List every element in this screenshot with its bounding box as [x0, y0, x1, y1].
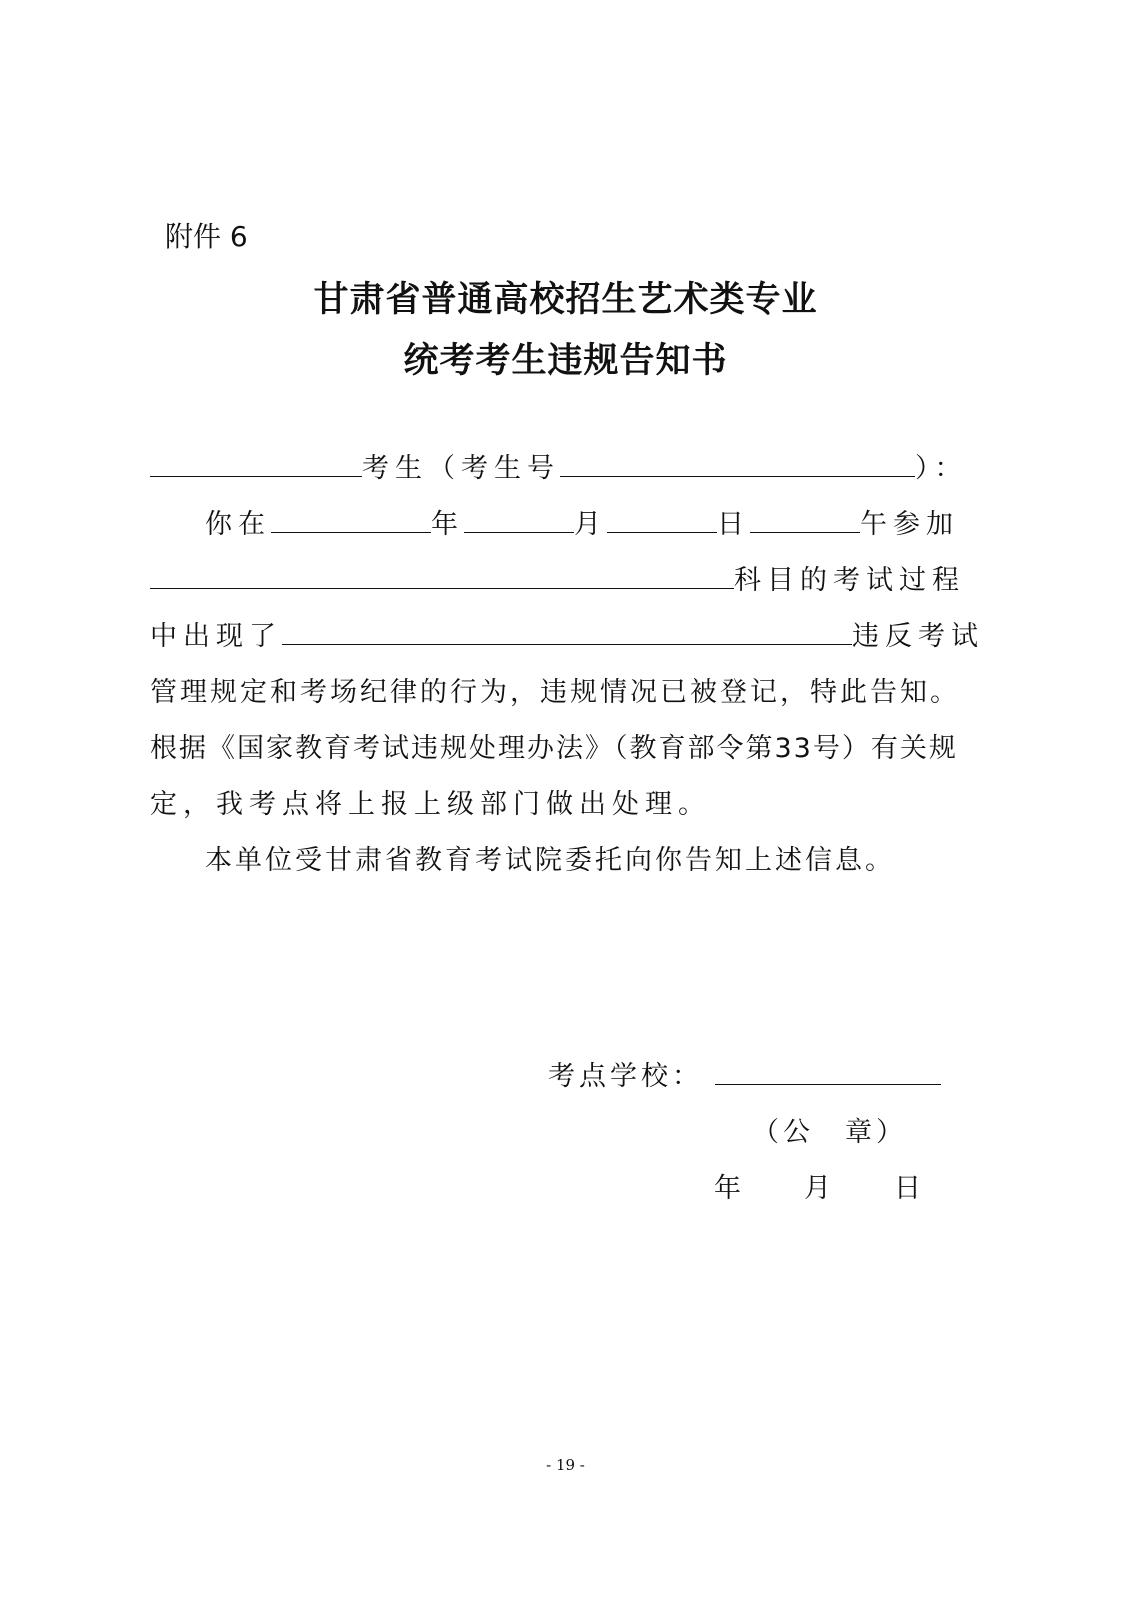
document-title-line-2: 统考考生违规告知书: [403, 340, 728, 381]
body-line-3: [150, 558, 965, 597]
body-line-6: 根据《国家教育考试违规处理办法》（教育部令第33号）有关规: [150, 733, 958, 764]
day-text: 日: [717, 509, 750, 540]
subject-text: 科目的考试过程: [734, 565, 965, 596]
day-blank[interactable]: [607, 506, 717, 533]
appeared-text: 中出现了: [150, 621, 282, 652]
colon-punct: ）：: [915, 453, 968, 484]
body-line-2: [205, 502, 959, 541]
document-title-line-1: 甘肃省普通高校招生艺术类专业: [313, 279, 818, 320]
official-seal-label: （公 章）: [752, 1117, 907, 1148]
school-blank[interactable]: [715, 1058, 941, 1085]
attend-text: 午参加: [860, 509, 959, 540]
school-label: 考点学校：: [548, 1061, 703, 1092]
year-text: 年: [431, 509, 464, 540]
sig-day: 日: [894, 1173, 921, 1204]
violate-text: 违反考试: [852, 621, 984, 652]
student-label: 考生（考生号: [362, 453, 560, 484]
month-text: 月: [574, 509, 607, 540]
body-line-1: [150, 446, 968, 485]
year-blank[interactable]: [271, 506, 431, 533]
period-blank[interactable]: [750, 506, 860, 533]
violation-blank[interactable]: [282, 618, 852, 645]
body-line-4: [150, 614, 984, 653]
you-at-text: 你在: [205, 509, 271, 540]
sig-year: 年: [714, 1173, 741, 1204]
exam-school-signature: [548, 1054, 941, 1093]
signature-date: [714, 1166, 921, 1205]
body-line-8: 本单位受甘肃省教育考试院委托向你告知上述信息。: [205, 845, 895, 876]
page-number: - 19 -: [546, 1456, 585, 1474]
month-blank[interactable]: [464, 506, 574, 533]
subject-blank[interactable]: [150, 562, 734, 589]
attachment-label: 附件 6: [165, 220, 248, 253]
student-name-blank[interactable]: [150, 450, 362, 477]
body-line-7: 定，我考点将上报上级部门做出处理。: [150, 789, 711, 820]
body-line-5: 管理规定和考场纪律的行为，违规情况已被登记，特此告知。: [150, 677, 960, 708]
student-number-blank[interactable]: [560, 450, 915, 477]
sig-month: 月: [804, 1173, 831, 1204]
